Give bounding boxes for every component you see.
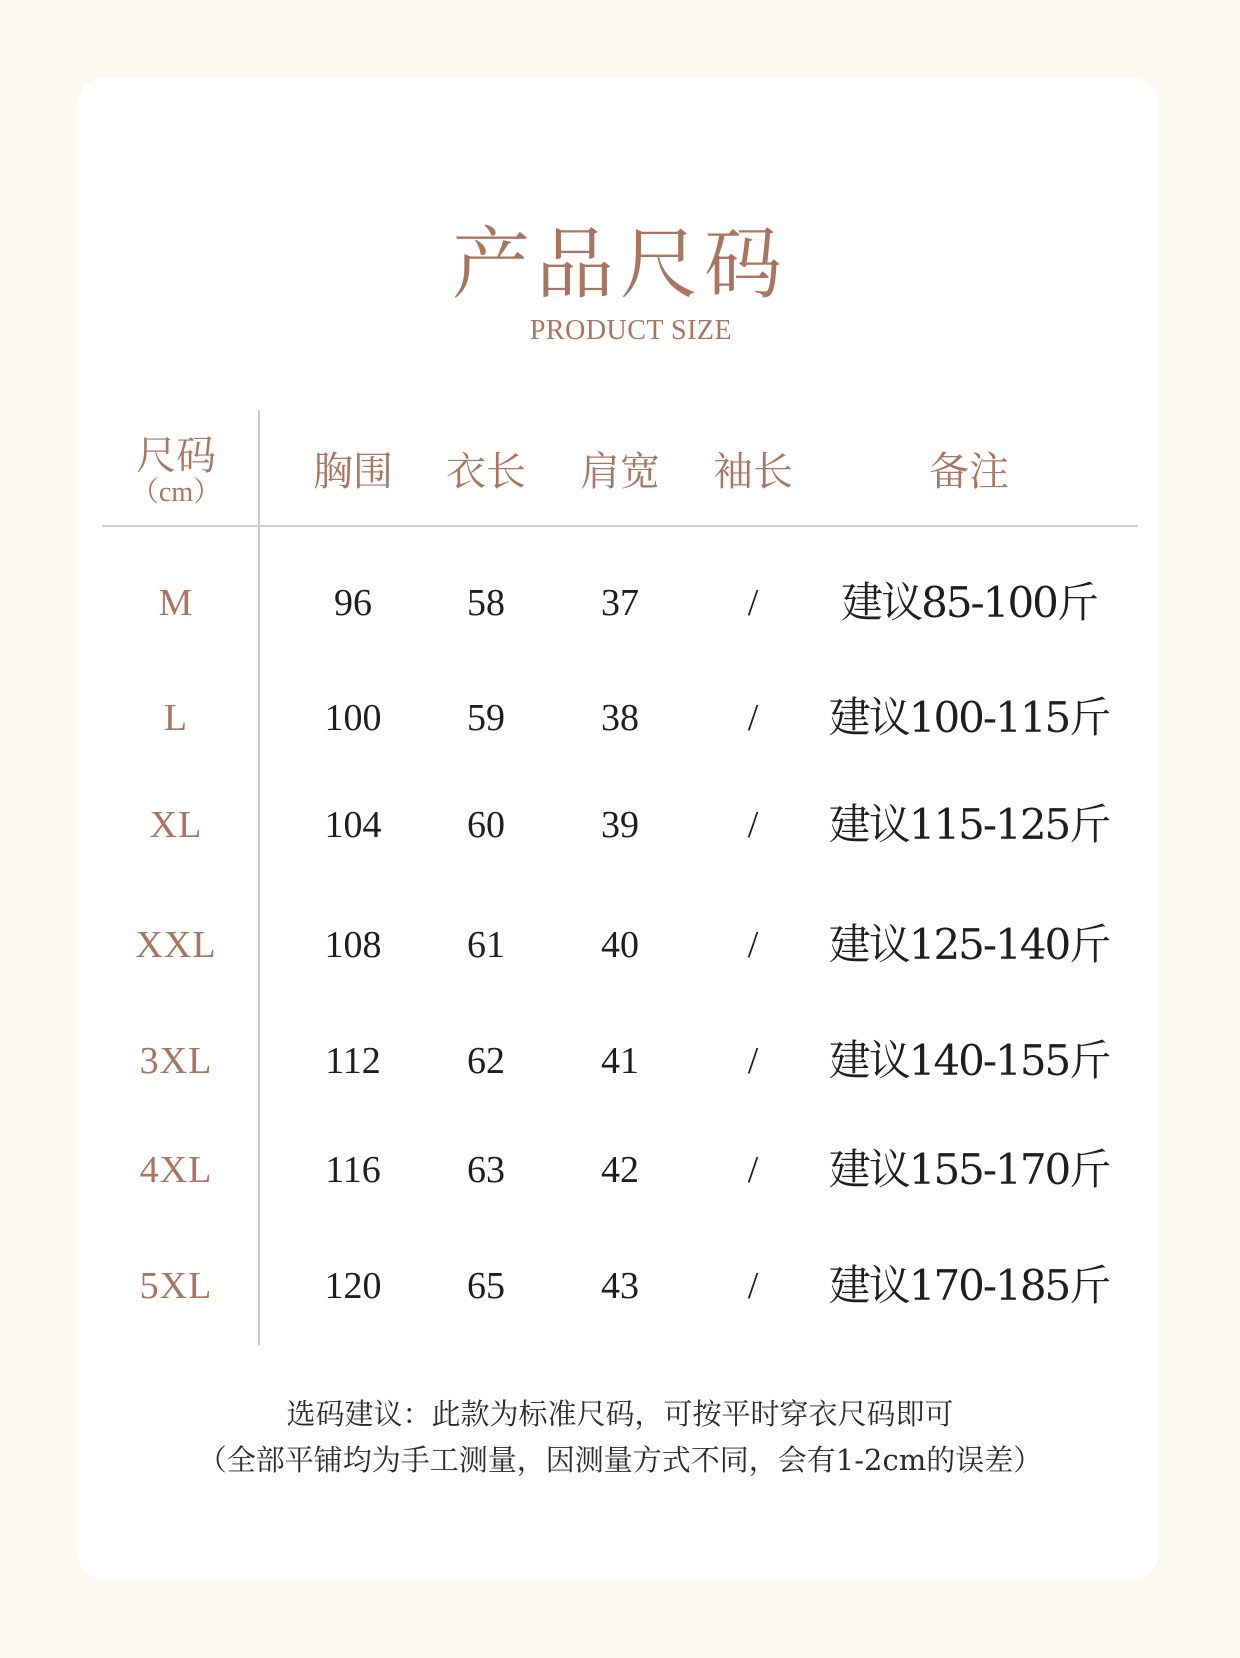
size-cell: 4XL [139,1149,213,1191]
header-length: 衣长 [446,449,526,495]
page-subtitle: PRODUCT SIZE [529,315,733,346]
chest-cell: 104 [324,804,382,846]
note-cell: 建议100-115斤 [828,693,1110,742]
shoulder-cell: 37 [601,582,639,624]
chest-cell: 108 [324,924,382,966]
table-row [0,1140,1240,1200]
shoulder-cell: 43 [601,1265,639,1307]
note-cell: 建议85-100斤 [841,578,1097,627]
page-title: 产品尺码 [451,220,788,310]
sleeve-cell: / [747,1265,759,1307]
header-unit-label: （cm） [130,477,222,508]
shoulder-cell: 39 [601,804,639,846]
sleeve-cell: / [747,804,759,846]
header-note: 备注 [929,449,1009,495]
sleeve-cell: / [747,924,759,966]
header-chest: 胸围 [313,449,393,495]
length-cell: 60 [467,804,505,846]
chest-cell: 120 [324,1265,382,1307]
length-cell: 65 [467,1265,505,1307]
chest-cell: 96 [334,582,372,624]
header-shoulder: 肩宽 [580,449,660,495]
header-sleeve: 袖长 [713,449,793,495]
table-row [0,915,1240,975]
table-row [0,1256,1240,1316]
size-cell: XXL [135,924,217,966]
shoulder-cell: 42 [601,1149,639,1191]
table-row [0,688,1240,748]
note-cell: 建议125-140斤 [828,920,1110,969]
sleeve-cell: / [747,697,759,739]
size-cell: M [158,582,194,624]
table-row [0,573,1240,633]
sleeve-cell: / [747,1149,759,1191]
measurement-note: （全部平铺均为手工测量，因测量方式不同，会有1-2cm的误差） [197,1443,1043,1477]
header-divider [102,525,1138,527]
note-cell: 建议155-170斤 [828,1145,1110,1194]
sleeve-cell: / [747,582,759,624]
size-cell: 3XL [139,1040,213,1082]
table-row [0,795,1240,855]
size-cell: L [163,697,189,739]
length-cell: 59 [467,697,505,739]
length-cell: 58 [467,582,505,624]
length-cell: 62 [467,1040,505,1082]
chest-cell: 100 [324,697,382,739]
shoulder-cell: 38 [601,697,639,739]
column-divider [258,410,260,1345]
header-size-label: 尺码 [136,433,216,479]
chest-cell: 112 [325,1040,381,1082]
shoulder-cell: 41 [601,1040,639,1082]
length-cell: 63 [467,1149,505,1191]
size-cell: XL [149,804,203,846]
size-cell: 5XL [139,1265,213,1307]
sizing-advice: 选码建议：此款为标准尺码，可按平时穿衣尺码即可 [286,1397,954,1431]
length-cell: 61 [467,924,505,966]
note-cell: 建议170-185斤 [828,1261,1110,1310]
table-row [0,1031,1240,1091]
chest-cell: 116 [325,1149,381,1191]
note-cell: 建议115-125斤 [828,800,1110,849]
shoulder-cell: 40 [601,924,639,966]
sleeve-cell: / [747,1040,759,1082]
note-cell: 建议140-155斤 [828,1036,1110,1085]
